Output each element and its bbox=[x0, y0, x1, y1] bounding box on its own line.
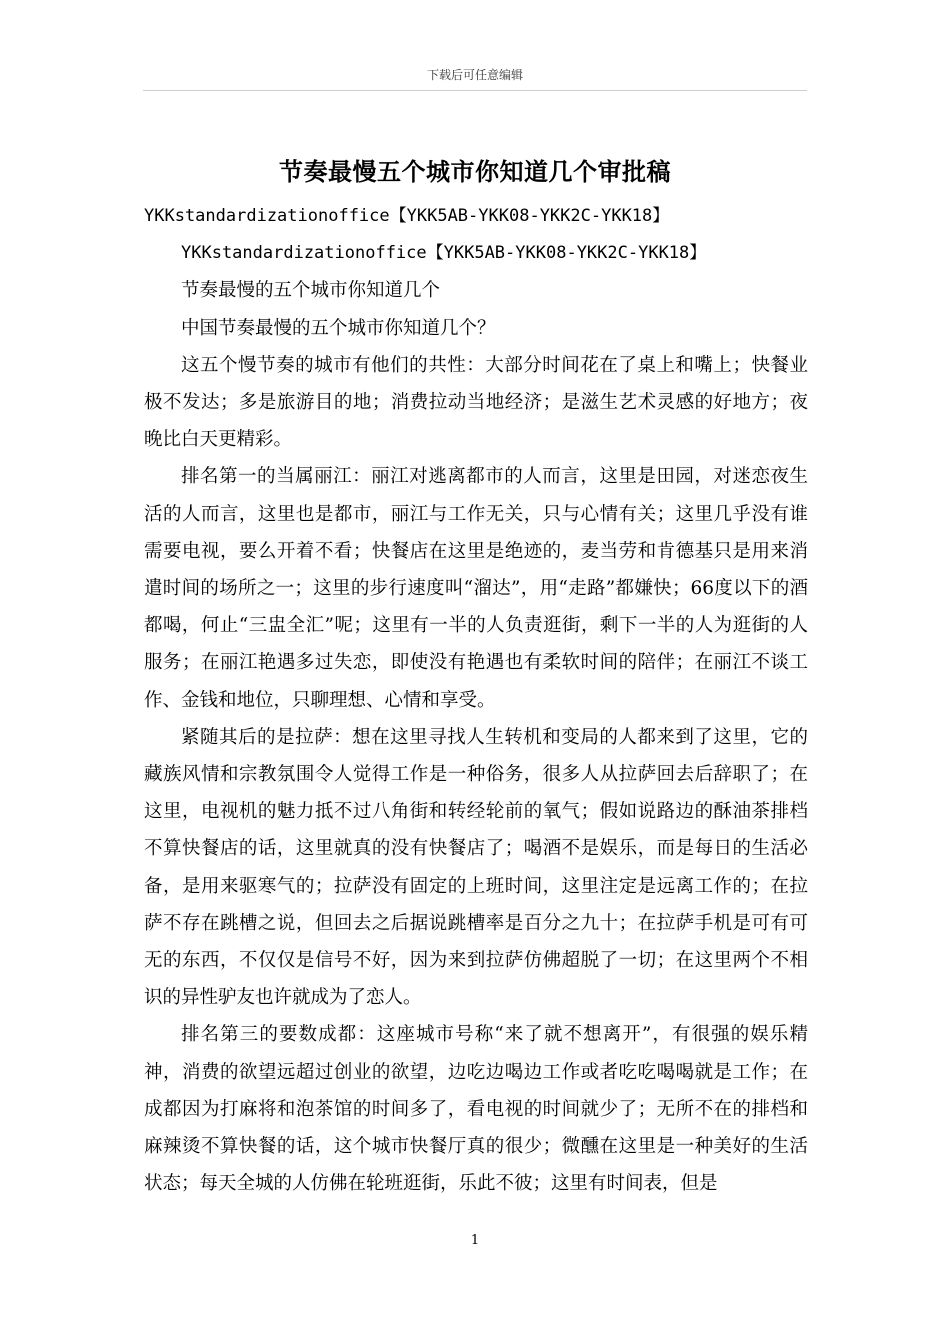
paragraph: 这五个慢节奏的城市有他们的共性：大部分时间花在了桌上和嘴上；快餐业极不发达；多是旅游目的地；消费拉动当地经济；是滋生艺术灵感的好地方；夜晚比白天更精彩。 bbox=[144, 354, 808, 451]
document-body bbox=[144, 198, 808, 1202]
standard-code-line: YKKstandardizationoffice【YKK5AB-YKK08-YKK2C-YKK18】 bbox=[181, 243, 707, 264]
header-divider bbox=[143, 90, 807, 91]
page-header: 下载后可任意编辑 bbox=[426, 68, 523, 82]
paragraph: 排名第一的当属丽江：丽江对逃离都市的人而言，这里是田园，对迷恋夜生活的人而言，这里也是都市，丽江与工作无关，只与心情有关；这里几乎没有谁需要电视，要么开着不看；快餐店在这里是绝迹的，麦当劳和肯德基只是用来消遣时间的场所之一；这里的步行速度叫“溜达”，用“走路”都嫌快；66度以下的酒都喝，何止“三盅全汇”呢；这里有一半的人负责逛街，剩下一半的人为逛街的人服务；在丽江艳遇多过失恋，即使没有艳遇也有柔软时间的陪伴；在丽江不谈工作、金钱和地位，只聊理想、心情和享受。 bbox=[144, 466, 808, 711]
paragraph: 中国节奏最慢的五个城市你知道几个？ bbox=[181, 317, 496, 339]
paragraph: 排名第三的要数成都：这座城市号称“来了就不想离开”，有很强的娱乐精神，消费的欲望远超过创业的欲望，边吃边喝边工作或者吃吃喝喝就是工作；在成都因为打麻将和泡茶馆的时间多了，看电视的时间就少了；无所不在的排档和麻辣烫不算快餐的话，这个城市快餐厅真的很少；微醺在这里是一种美好的生活状态；每天全城的人仿佛在轮班逛街，乐此不彼；这里有时间表，但是 bbox=[144, 1024, 808, 1195]
page-number: 1 bbox=[470, 1233, 480, 1248]
document-title: 节奏最慢五个城市你知道几个审批稿 bbox=[279, 157, 671, 186]
paragraph: 紧随其后的是拉萨：想在这里寻找人生转机和变局的人都来到了这里，它的藏族风情和宗教氛围令人觉得工作是一种俗务，很多人从拉萨回去后辞职了；在这里，电视机的魅力抵不过八角街和转经轮前的氧气；假如说路边的酥油茶排档不算快餐店的话，这里就真的没有快餐店了；喝酒不是娱乐，而是每日的生活必备，是用来驱寒气的；拉萨没有固定的上班时间，这里注定是远离工作的；在拉萨不存在跳槽之说，但回去之后据说跳槽率是百分之九十；在拉萨手机是可有可无的东西，不仅仅是信号不好，因为来到拉萨仿佛超脱了一切；在这里两个不相识的异性驴友也许就成为了恋人。 bbox=[144, 726, 808, 1009]
paragraph: 节奏最慢的五个城市你知道几个 bbox=[181, 280, 441, 302]
standard-code-line: YKKstandardizationoffice【YKK5AB-YKK08-YKK2C-YKK18】 bbox=[144, 206, 670, 226]
